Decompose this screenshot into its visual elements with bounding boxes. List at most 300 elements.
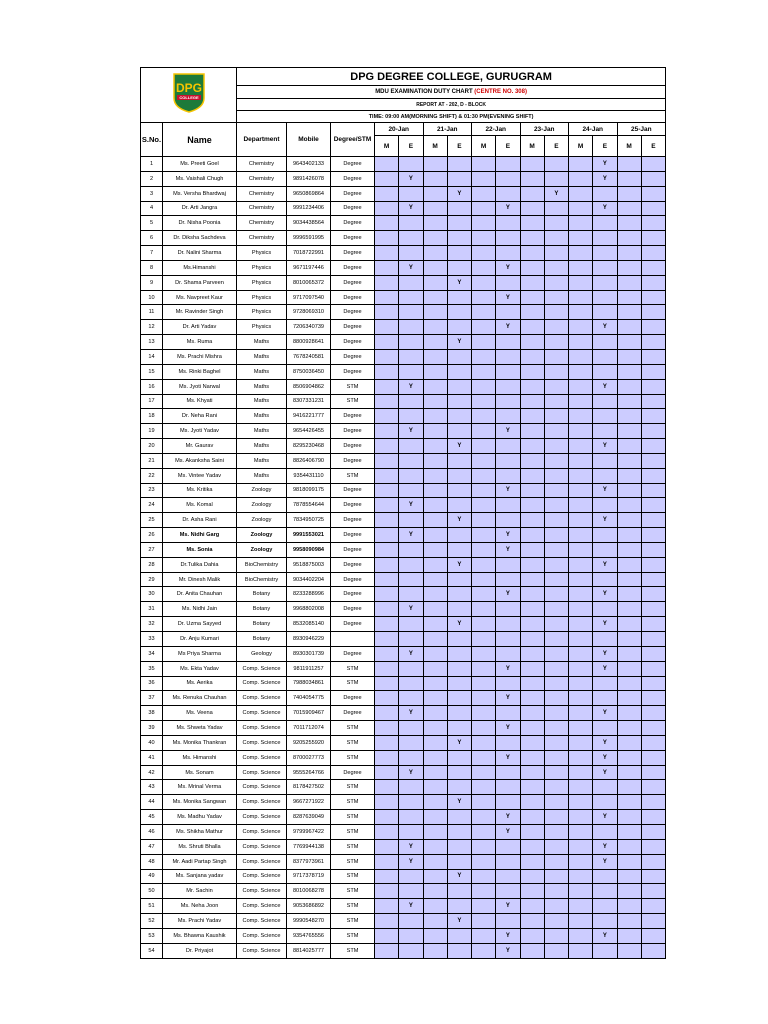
table-row [141, 186, 666, 201]
duty-empty-cell [617, 305, 641, 320]
duty-empty-cell [375, 320, 399, 335]
degree-cell: Degree [331, 587, 375, 602]
duty-empty-cell [375, 795, 399, 810]
name-cell: Dr. Diksha Sachdeva [163, 231, 237, 246]
degree-cell: Degree [331, 246, 375, 261]
mobile-cell: 9728069310 [287, 305, 331, 320]
duty-empty-cell [447, 157, 471, 172]
duty-mark-cell: Y [593, 928, 617, 943]
duty-mark-cell: Y [496, 691, 520, 706]
duty-empty-cell [569, 424, 593, 439]
mobile-cell: 9654426455 [287, 424, 331, 439]
department-cell: BioChemistry [237, 572, 287, 587]
duty-empty-cell [593, 424, 617, 439]
sno-cell: 16 [141, 379, 163, 394]
duty-empty-cell [641, 706, 665, 721]
duty-empty-cell [641, 424, 665, 439]
duty-empty-cell [593, 453, 617, 468]
duty-empty-cell [544, 231, 568, 246]
name-cell: Ms. Versha Bhardwaj [163, 186, 237, 201]
duty-empty-cell [472, 394, 496, 409]
duty-empty-cell [617, 498, 641, 513]
degree-cell: Degree [331, 364, 375, 379]
duty-mark-cell: Y [496, 587, 520, 602]
duty-empty-cell [472, 854, 496, 869]
duty-empty-cell [569, 646, 593, 661]
mobile-cell: 7404054775 [287, 691, 331, 706]
duty-empty-cell [569, 928, 593, 943]
duty-empty-cell [641, 899, 665, 914]
duty-empty-cell [399, 721, 423, 736]
duty-empty-cell [617, 483, 641, 498]
table-row [141, 824, 666, 839]
duty-empty-cell [375, 691, 399, 706]
table-row [141, 468, 666, 483]
duty-empty-cell [617, 928, 641, 943]
duty-mark-cell: Y [593, 320, 617, 335]
duty-empty-cell [569, 899, 593, 914]
duty-empty-cell [641, 721, 665, 736]
duty-empty-cell [641, 468, 665, 483]
duty-empty-cell [472, 349, 496, 364]
duty-empty-cell [520, 661, 544, 676]
duty-empty-cell [617, 246, 641, 261]
name-cell: Ms. Sonia [163, 542, 237, 557]
duty-empty-cell [496, 439, 520, 454]
duty-empty-cell [641, 231, 665, 246]
shift-morning-header: M [423, 136, 447, 157]
sno-cell: 4 [141, 201, 163, 216]
duty-empty-cell [472, 379, 496, 394]
duty-empty-cell [423, 424, 447, 439]
table-row [141, 483, 666, 498]
duty-empty-cell [617, 632, 641, 647]
duty-empty-cell [544, 632, 568, 647]
degree-cell: Degree [331, 260, 375, 275]
duty-empty-cell [399, 186, 423, 201]
sno-cell: 21 [141, 453, 163, 468]
duty-empty-cell [617, 587, 641, 602]
duty-empty-cell [641, 780, 665, 795]
degree-cell: Degree [331, 231, 375, 246]
duty-empty-cell [423, 453, 447, 468]
department-cell: Comp. Science [237, 691, 287, 706]
shift-morning-header: M [569, 136, 593, 157]
table-row [141, 453, 666, 468]
name-cell: Ms. Veena [163, 706, 237, 721]
table-row [141, 617, 666, 632]
duty-empty-cell [520, 305, 544, 320]
department-cell: Zoology [237, 528, 287, 543]
duty-empty-cell [423, 275, 447, 290]
duty-empty-cell [423, 216, 447, 231]
degree-cell: STM [331, 943, 375, 958]
duty-empty-cell [472, 290, 496, 305]
department-cell: Physics [237, 305, 287, 320]
sno-cell: 29 [141, 572, 163, 587]
table-row [141, 943, 666, 958]
duty-empty-cell [544, 750, 568, 765]
duty-empty-cell [520, 453, 544, 468]
duty-empty-cell [399, 691, 423, 706]
name-cell: Ms. Aerika [163, 676, 237, 691]
name-cell: Ms. Akanksha Saini [163, 453, 237, 468]
department-cell: Physics [237, 290, 287, 305]
duty-empty-cell [593, 602, 617, 617]
duty-mark-cell: Y [496, 928, 520, 943]
logo-text: DPG [175, 80, 202, 95]
duty-empty-cell [520, 260, 544, 275]
table-row [141, 246, 666, 261]
duty-empty-cell [544, 795, 568, 810]
duty-empty-cell [593, 899, 617, 914]
shift-evening-header: E [544, 136, 568, 157]
duty-empty-cell [447, 646, 471, 661]
sno-cell: 26 [141, 528, 163, 543]
degree-cell: Degree [331, 572, 375, 587]
duty-empty-cell [520, 528, 544, 543]
duty-empty-cell [641, 602, 665, 617]
duty-empty-cell [472, 157, 496, 172]
department-cell: Botany [237, 617, 287, 632]
duty-empty-cell [520, 231, 544, 246]
table-row [141, 557, 666, 572]
department-cell: Maths [237, 439, 287, 454]
duty-empty-cell [447, 320, 471, 335]
duty-empty-cell [375, 869, 399, 884]
duty-empty-cell [496, 394, 520, 409]
duty-empty-cell [375, 335, 399, 350]
duty-empty-cell [617, 453, 641, 468]
mobile-cell: 9958090984 [287, 542, 331, 557]
duty-empty-cell [423, 899, 447, 914]
duty-mark-cell: Y [593, 735, 617, 750]
duty-empty-cell [447, 602, 471, 617]
duty-mark-cell: Y [593, 810, 617, 825]
duty-empty-cell [593, 335, 617, 350]
duty-empty-cell [544, 824, 568, 839]
sno-cell: 54 [141, 943, 163, 958]
duty-empty-cell [399, 290, 423, 305]
name-cell: Ms. Navpreet Kaur [163, 290, 237, 305]
department-cell: Maths [237, 468, 287, 483]
degree-cell: STM [331, 780, 375, 795]
duty-mark-cell: Y [593, 513, 617, 528]
degree-cell: STM [331, 928, 375, 943]
duty-mark-cell: Y [399, 379, 423, 394]
duty-empty-cell [447, 691, 471, 706]
duty-empty-cell [399, 231, 423, 246]
duty-empty-cell [399, 335, 423, 350]
degree-cell: Degree [331, 439, 375, 454]
duty-empty-cell [520, 914, 544, 929]
duty-empty-cell [447, 409, 471, 424]
name-cell: Dr. Shama Parveen [163, 275, 237, 290]
mobile-cell: 7834950725 [287, 513, 331, 528]
duty-empty-cell [447, 780, 471, 795]
table-row [141, 706, 666, 721]
duty-empty-cell [641, 735, 665, 750]
duty-empty-cell [569, 349, 593, 364]
table-row [141, 676, 666, 691]
duty-empty-cell [569, 691, 593, 706]
department-cell: Maths [237, 394, 287, 409]
duty-empty-cell [423, 409, 447, 424]
duty-empty-cell [472, 691, 496, 706]
sno-cell: 24 [141, 498, 163, 513]
duty-empty-cell [593, 869, 617, 884]
duty-empty-cell [569, 706, 593, 721]
sno-cell: 53 [141, 928, 163, 943]
degree-cell: Degree [331, 691, 375, 706]
duty-empty-cell [496, 186, 520, 201]
name-cell: Ms. Vintee Yadav [163, 468, 237, 483]
table-row [141, 632, 666, 647]
degree-cell: Degree [331, 557, 375, 572]
duty-empty-cell [447, 572, 471, 587]
duty-empty-cell [617, 216, 641, 231]
duty-empty-cell [375, 587, 399, 602]
mobile-cell: 7988034861 [287, 676, 331, 691]
duty-empty-cell [472, 632, 496, 647]
duty-empty-cell [496, 349, 520, 364]
duty-empty-cell [544, 899, 568, 914]
duty-empty-cell [447, 765, 471, 780]
duty-empty-cell [375, 780, 399, 795]
duty-empty-cell [593, 528, 617, 543]
duty-empty-cell [496, 498, 520, 513]
duty-empty-cell [423, 186, 447, 201]
degree-cell: Degree [331, 602, 375, 617]
duty-empty-cell [520, 869, 544, 884]
department-cell: BioChemistry [237, 557, 287, 572]
name-cell: Ms.Himanshi [163, 260, 237, 275]
duty-empty-cell [375, 899, 399, 914]
duty-empty-cell [641, 409, 665, 424]
duty-empty-cell [472, 899, 496, 914]
duty-mark-cell: Y [496, 661, 520, 676]
duty-empty-cell [375, 646, 399, 661]
duty-empty-cell [375, 810, 399, 825]
mobile-cell: 7015909467 [287, 706, 331, 721]
chart-subtitle [237, 86, 666, 99]
duty-empty-cell [472, 810, 496, 825]
duty-empty-cell [423, 721, 447, 736]
name-cell: Ms. Jyoti Yadav [163, 424, 237, 439]
department-cell: Maths [237, 453, 287, 468]
duty-empty-cell [399, 750, 423, 765]
duty-empty-cell [544, 483, 568, 498]
mobile-cell: 9034402204 [287, 572, 331, 587]
duty-empty-cell [617, 824, 641, 839]
duty-empty-cell [520, 275, 544, 290]
mobile-cell: 9717378719 [287, 869, 331, 884]
table-row [141, 305, 666, 320]
name-cell: Ms. Shruti Bhalla [163, 839, 237, 854]
duty-empty-cell [617, 335, 641, 350]
duty-empty-cell [617, 394, 641, 409]
mobile-cell: 9354431110 [287, 468, 331, 483]
duty-empty-cell [472, 439, 496, 454]
duty-empty-cell [375, 379, 399, 394]
duty-empty-cell [496, 780, 520, 795]
mobile-cell: 8287639049 [287, 810, 331, 825]
duty-empty-cell [569, 513, 593, 528]
duty-empty-cell [399, 557, 423, 572]
duty-empty-cell [399, 394, 423, 409]
shift-evening-header: E [641, 136, 665, 157]
duty-empty-cell [544, 364, 568, 379]
duty-empty-cell [593, 884, 617, 899]
duty-mark-cell: Y [593, 839, 617, 854]
duty-empty-cell [472, 795, 496, 810]
duty-empty-cell [496, 914, 520, 929]
duty-empty-cell [375, 186, 399, 201]
duty-empty-cell [544, 557, 568, 572]
duty-empty-cell [423, 735, 447, 750]
sno-cell: 46 [141, 824, 163, 839]
duty-empty-cell [544, 320, 568, 335]
duty-empty-cell [472, 201, 496, 216]
duty-empty-cell [447, 171, 471, 186]
duty-empty-cell [593, 468, 617, 483]
degree-cell: Degree [331, 542, 375, 557]
degree-cell: STM [331, 721, 375, 736]
duty-empty-cell [544, 646, 568, 661]
name-cell: Ms. Ruma [163, 335, 237, 350]
duty-empty-cell [593, 721, 617, 736]
duty-empty-cell [375, 914, 399, 929]
duty-empty-cell [641, 275, 665, 290]
duty-empty-cell [375, 171, 399, 186]
duty-empty-cell [399, 824, 423, 839]
duty-empty-cell [399, 780, 423, 795]
table-row [141, 721, 666, 736]
name-cell: Ms. Mrinal Verma [163, 780, 237, 795]
department-cell: Maths [237, 379, 287, 394]
duty-empty-cell [423, 394, 447, 409]
duty-empty-cell [544, 661, 568, 676]
duty-empty-cell [617, 364, 641, 379]
degree-cell: STM [331, 468, 375, 483]
duty-empty-cell [399, 542, 423, 557]
table-row [141, 884, 666, 899]
name-cell: Ms. Shweta Yadav [163, 721, 237, 736]
sno-cell: 33 [141, 632, 163, 647]
department-cell: Botany [237, 632, 287, 647]
duty-empty-cell [423, 765, 447, 780]
duty-empty-cell [496, 765, 520, 780]
centre-number: (CENTRE NO. 308) [474, 89, 527, 95]
duty-empty-cell [520, 676, 544, 691]
col-header-degree: Degree/STM [331, 123, 375, 157]
duty-empty-cell [569, 735, 593, 750]
mobile-cell: 9996591995 [287, 231, 331, 246]
table-row [141, 854, 666, 869]
duty-mark-cell: Y [593, 750, 617, 765]
mobile-cell: 9891426078 [287, 171, 331, 186]
name-cell: Mr. Ravinder Singh [163, 305, 237, 320]
duty-empty-cell [569, 572, 593, 587]
degree-cell: STM [331, 869, 375, 884]
duty-empty-cell [472, 364, 496, 379]
degree-cell: Degree [331, 201, 375, 216]
duty-empty-cell [447, 483, 471, 498]
duty-empty-cell [544, 869, 568, 884]
duty-empty-cell [447, 528, 471, 543]
sno-cell: 38 [141, 706, 163, 721]
duty-mark-cell: Y [496, 201, 520, 216]
duty-mark-cell: Y [399, 528, 423, 543]
shift-evening-header: E [399, 136, 423, 157]
duty-empty-cell [375, 231, 399, 246]
duty-empty-cell [375, 735, 399, 750]
sno-cell: 52 [141, 914, 163, 929]
duty-empty-cell [496, 706, 520, 721]
duty-empty-cell [569, 320, 593, 335]
mobile-cell: 8532085140 [287, 617, 331, 632]
duty-empty-cell [399, 617, 423, 632]
sno-cell: 25 [141, 513, 163, 528]
duty-empty-cell [496, 839, 520, 854]
duty-empty-cell [496, 305, 520, 320]
duty-empty-cell [520, 602, 544, 617]
mobile-cell: 8800928641 [287, 335, 331, 350]
duty-empty-cell [569, 364, 593, 379]
duty-mark-cell: Y [593, 587, 617, 602]
duty-empty-cell [617, 557, 641, 572]
duty-mark-cell: Y [447, 869, 471, 884]
duty-empty-cell [569, 216, 593, 231]
duty-empty-cell [423, 914, 447, 929]
duty-empty-cell [593, 216, 617, 231]
department-cell: Comp. Science [237, 810, 287, 825]
department-cell: Maths [237, 409, 287, 424]
name-cell: Dr. Anita Chauhan [163, 587, 237, 602]
duty-empty-cell [641, 646, 665, 661]
duty-mark-cell: Y [496, 899, 520, 914]
sno-cell: 17 [141, 394, 163, 409]
name-cell: Ms. Prachi Yadav [163, 914, 237, 929]
duty-empty-cell [569, 409, 593, 424]
sno-cell: 10 [141, 290, 163, 305]
degree-cell: Degree [331, 349, 375, 364]
duty-empty-cell [447, 216, 471, 231]
duty-empty-cell [447, 632, 471, 647]
duty-empty-cell [520, 364, 544, 379]
duty-empty-cell [520, 617, 544, 632]
duty-empty-cell [520, 186, 544, 201]
duty-empty-cell [617, 602, 641, 617]
department-cell: Comp. Science [237, 735, 287, 750]
name-cell: Ms. Komal [163, 498, 237, 513]
duty-empty-cell [569, 884, 593, 899]
duty-empty-cell [617, 646, 641, 661]
duty-empty-cell [641, 542, 665, 557]
mobile-cell: 7206340739 [287, 320, 331, 335]
duty-empty-cell [375, 617, 399, 632]
duty-empty-cell [375, 394, 399, 409]
duty-empty-cell [375, 513, 399, 528]
duty-empty-cell [496, 572, 520, 587]
duty-empty-cell [617, 721, 641, 736]
duty-empty-cell [569, 201, 593, 216]
duty-empty-cell [544, 884, 568, 899]
duty-empty-cell [569, 557, 593, 572]
duty-mark-cell: Y [544, 186, 568, 201]
duty-mark-cell: Y [399, 765, 423, 780]
degree-cell: STM [331, 810, 375, 825]
